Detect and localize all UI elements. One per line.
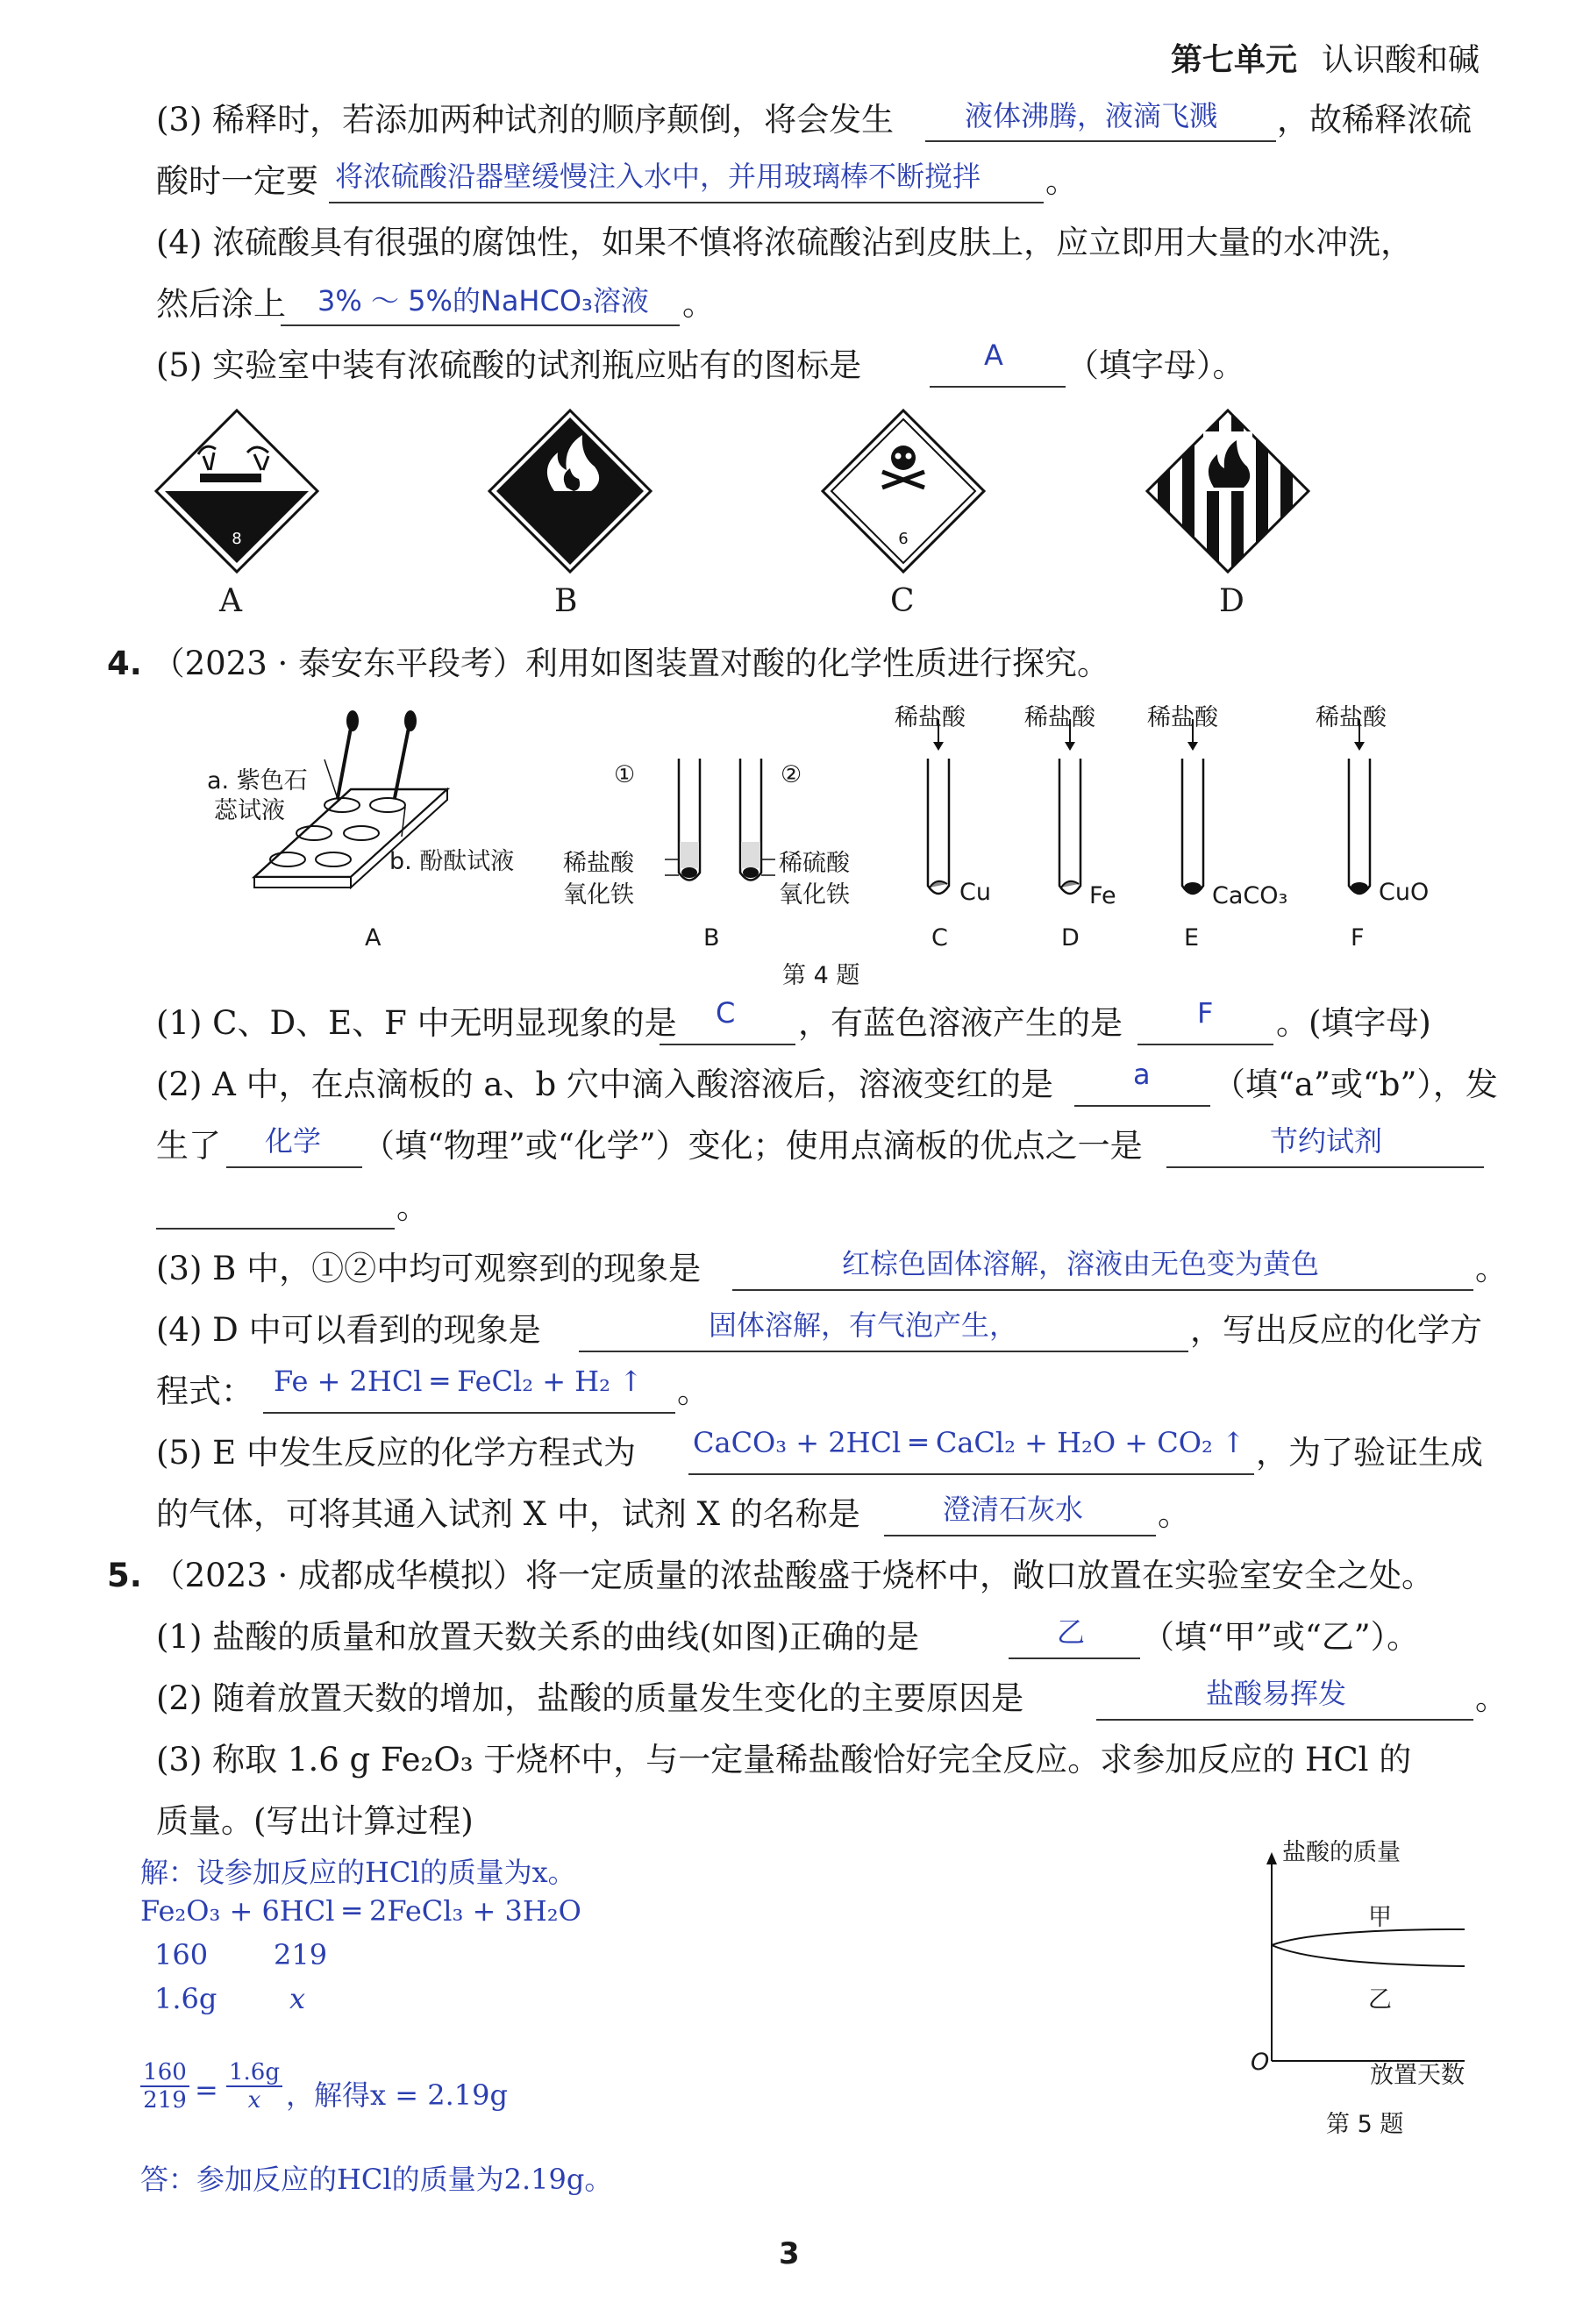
q5-p2-a: (2) 随着放置天数的增加，盐酸的质量发生变化的主要原因是 [156,1679,1024,1717]
q3-p3-answer2: 将浓硫酸沿器壁缓慢注入水中，并用玻璃棒不断搅拌 [335,160,981,193]
curve-yi [1272,1945,1465,1966]
q4-p3-blank [732,1289,1473,1291]
solution-mass-1: 1.6g [154,1982,218,2015]
fig-a-label-b: b. 酚酞试液 [389,848,515,875]
fraction-a-num: 160 [143,2059,187,2085]
sign-c-number: 6 [898,530,909,548]
q4-p5-a: (5) E 中发生反应的化学方程式为 [156,1434,636,1472]
q4-p1-c: 。(填字母) [1276,1004,1431,1042]
q4-p2-answer3: 节约试剂 [1270,1124,1383,1158]
sign-d-letter: D [1219,583,1244,619]
graph-ylabel: 盐酸的质量 [1282,1839,1401,1866]
q4-p5-answer1: CaCO₃ + 2HCl ═ CaCl₂ + H₂O + CO₂ ↑ [693,1426,1245,1459]
fig-f-solid: CuO [1379,879,1430,906]
q4-stem-line [107,642,1109,686]
fig-letter-f: F [1351,924,1365,952]
q3-p3-answer1: 液体沸腾，液滴飞溅 [965,99,1218,132]
q5-number: 5. [107,1557,142,1594]
solution-equation: Fe₂O₃ + 6HCl ═ 2FeCl₃ + 3H₂O [140,1894,581,1928]
unit-label: 第七单元 [1170,42,1297,78]
fig-c-acid-label: 稀盐酸 [895,704,966,731]
q4-p4-a: (4) D 中可以看到的现象是 [156,1311,541,1349]
fraction-equals: = [195,2073,218,2107]
q3-p5-line: (5) 实验室中装有浓硫酸的试剂瓶应贴有的图标是 [156,346,862,384]
q4-p1-answer1: C [716,996,736,1030]
graph-curve-jia: 甲 [1368,1904,1392,1931]
q4-p4-answer2: Fe + 2HCl ═ FeCl₂ + H₂ ↑ [274,1365,643,1398]
q3-p4-line2: 然后涂上 [156,285,286,323]
q4-p5-d: 。 [1158,1495,1190,1533]
q5-p3-line2: 质量。(写出计算过程) [156,1802,474,1840]
q3-p5-tail: （填字母）。 [1066,346,1245,384]
fraction-a [140,2059,189,2114]
q4-p2-answer1: a [1133,1058,1151,1091]
graph-origin: O [1251,2049,1270,2076]
fig-letter-d: D [1061,924,1080,952]
toxic-sign-icon [823,410,984,572]
flammable-solid-sign-icon [1147,403,1309,579]
q4-p5-c: 的气体，可将其通入试剂 X 中，试剂 X 的名称是 [156,1495,860,1533]
q4-p2-blank2 [226,1166,362,1168]
q4-p4-blank2 [263,1412,675,1414]
q4-p4-d: 。 [677,1372,710,1410]
fig-e-acid-label: 稀盐酸 [1147,704,1218,731]
fig-b-left-label1: 稀盐酸 [563,850,634,877]
fig-b-tube2-label: ② [781,761,802,788]
hazard-signs [149,403,1351,588]
q4-figure [202,693,1456,973]
unit-title: 认识酸和碱 [1321,42,1480,78]
q3-p3-line1-tail: ，故稀释浓硫 [1277,101,1472,139]
q4-p4-answer1: 固体溶解，有气泡产生， [709,1308,1018,1342]
q4-number: 4. [107,645,142,682]
q5-p1-answer: 乙 [1057,1615,1086,1649]
q4-p5-answer2: 澄清石灰水 [943,1493,1084,1526]
q3-p3-line1: (3) 稀释时，若添加两种试剂的顺序颠倒，将会发生 [156,101,895,139]
q4-stem: （2023 · 泰安东平段考）利用如图装置对酸的化学性质进行探究。 [152,645,1110,682]
fig-d-acid-label: 稀盐酸 [1024,704,1095,731]
fig-letter-c: C [931,924,948,952]
graph-curve-yi: 乙 [1368,1986,1392,2014]
q4-p4-c: 程式： [156,1372,253,1410]
q5-p1-b: （填“甲”或“乙”）。 [1142,1618,1420,1656]
q3-p3-blank1 [925,140,1276,142]
fig-b-right-label2: 氧化铁 [779,881,850,909]
q5-p2-b: 。 [1475,1679,1508,1717]
q4-p2-d: （填“物理”或“化学”）变化；使用点滴板的优点之一是 [362,1127,1143,1165]
q4-p3-answer: 红棕色固体溶解，溶液由无色变为黄色 [842,1247,1320,1280]
q4-p5-blank1 [688,1473,1254,1475]
q5-p2-blank [1096,1719,1473,1721]
fig-d-solid: Fe [1089,882,1116,909]
fraction-b-den: x [226,2085,282,2114]
q3-p4-answer: 3% ～ 5%的NaHCO₃溶液 [317,284,649,317]
q4-p5-blank2 [884,1535,1156,1536]
q4-p3-a: (3) B 中，①②中均可观察到的现象是 [156,1250,702,1287]
graph-xlabel: 放置天数 [1370,2062,1465,2089]
q4-p4-b: ，写出反应的化学方 [1190,1311,1482,1349]
q5-stem-line [107,1554,1434,1598]
solution-mass-2: x [289,1982,306,2015]
fig-b-tube1-label: ① [614,761,636,788]
fig-letter-b: B [703,924,720,952]
q4-p2-blank3 [1166,1166,1484,1168]
fig-a-label-a1: a. 紫色石 [207,767,308,795]
solution-molar-mass-2: 219 [274,1938,328,1971]
q4-p2-c: 生了 [156,1127,221,1165]
q4-p1-answer2: F [1197,996,1214,1030]
q5-p3-line1: (3) 称取 1.6 g Fe₂O₃ 于烧杯中，与一定量稀盐酸恰好完全反应。求参加反应的 HCl 的 [156,1741,1412,1779]
q4-p2-blank1 [1074,1105,1210,1107]
q3-p4-line1: (4) 浓硫酸具有很强的腐蚀性，如果不慎将浓硫酸沾到皮肤上，应立即用大量的水冲洗， [156,224,1414,261]
q4-p5-b: ，为了验证生成 [1256,1434,1483,1472]
q4-p2-a: (2) A 中，在点滴板的 a、b 穴中滴入酸溶液后，溶液变红的是 [156,1066,1053,1103]
q3-p4-blank [281,324,680,326]
q3-p5-answer: A [984,339,1003,372]
fig-b-left-label2: 氧化铁 [563,881,634,909]
q4-p3-b: 。 [1475,1250,1508,1287]
fig-c-solid: Cu [959,879,991,906]
q3-p3-line2-tail: 。 [1045,162,1078,200]
q4-p4-blank1 [579,1351,1188,1352]
q4-p2-blank3-cont [156,1228,395,1230]
corrosive-sign-icon [156,410,317,572]
q3-p3-blank2 [329,202,1044,203]
q5-p1-a: (1) 盐酸的质量和放置天数关系的曲线(如图)正确的是 [156,1618,920,1656]
fig-f-acid-label: 稀盐酸 [1316,704,1387,731]
fig-e-solid: CaCO₃ [1212,882,1288,909]
tube-d [1059,719,1080,894]
solution-answer: 答：参加反应的HCl的质量为2.19g。 [140,2163,613,2196]
fraction-a-den: 219 [140,2085,189,2114]
q4-p2-e: 。 [396,1188,429,1226]
q4-p1-blank2 [1137,1044,1273,1045]
fig-letter-e: E [1184,924,1200,952]
tube-c [928,719,949,894]
sign-a-number: 8 [232,530,242,548]
q3-p4-tail: 。 [682,285,715,323]
q4-p1-b: ，有蓝色溶液产生的是 [798,1004,1123,1042]
solution-line1: 解：设参加反应的HCl的质量为x。 [140,1856,576,1889]
q4-p1-blank1 [660,1044,795,1045]
fig-b-right-label1: 稀硫酸 [779,850,850,877]
fraction-b [226,2059,282,2114]
tubes-b-diagram [665,759,775,880]
sign-c-letter: C [890,583,915,619]
q5-graph [1245,1842,1526,2087]
fraction-b-num: 1.6g [229,2059,280,2085]
q5-graph-caption: 第 5 题 [1326,2111,1404,2138]
q4-p2-answer2: 化学 [265,1124,322,1158]
q5-p2-answer: 盐酸易挥发 [1206,1677,1347,1710]
tube-f [1349,719,1370,894]
page-header [1171,35,1480,80]
flammable-sign-icon [489,410,651,572]
tubes-cf-diagram [928,719,1370,894]
q3-p5-blank [930,386,1066,388]
solution-molar-mass-1: 160 [154,1938,209,1971]
sign-b-letter: B [554,583,578,619]
q5-p1-blank [1009,1657,1140,1659]
page-number: 3 [779,2236,800,2271]
tube-e [1182,719,1203,894]
q4-p2-b: （填“a”或“b”），发 [1213,1066,1498,1103]
q4-p1-a: (1) C、D、E、F 中无明显现象的是 [156,1004,677,1042]
sign-a-letter: A [219,583,242,619]
fig-letter-a: A [365,924,382,952]
q3-p3-line2: 酸时一定要 [156,162,318,200]
fig-a-label-a2: 蕊试液 [214,797,285,824]
q5-stem: （2023 · 成都成华模拟）将一定质量的浓盐酸盛于烧杯中，敞口放置在实验室安全之处。 [152,1557,1435,1594]
q4-figure-caption: 第 4 题 [782,962,860,989]
solution-result: ，解得x = 2.19g [286,2078,508,2112]
